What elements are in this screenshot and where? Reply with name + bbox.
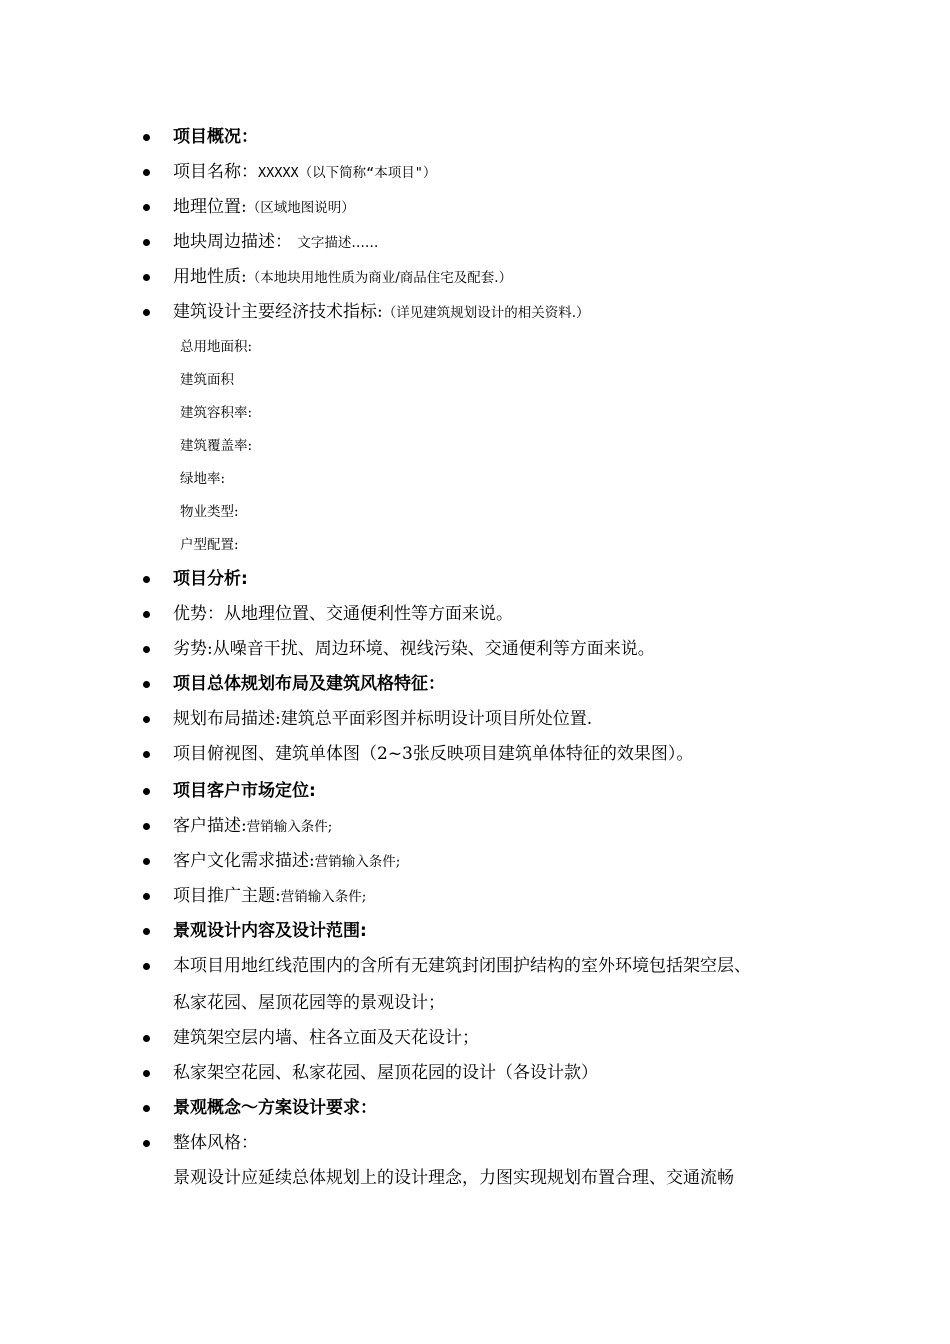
list-item — [0, 600, 950, 634]
list-item-continuation: 私家花园、屋顶花园等的景观设计； — [173, 993, 445, 1013]
list-item-text: 规划布局描述:建筑总平面彩图并标明设计项目所处位置. — [173, 709, 593, 729]
list-item-text: 用地性质:（本地块用地性质为商业/商品住宅及配套.） — [173, 267, 513, 287]
list-item — [0, 1129, 950, 1163]
list-item — [0, 298, 950, 332]
list-item — [0, 565, 950, 599]
list-item-text: 地理位置:（区域地图说明） — [173, 197, 355, 217]
section-heading: 项目概况： — [173, 127, 258, 147]
indicator-item: 绿地率: — [180, 471, 226, 487]
section-heading: 景观设计内容及设计范围: — [173, 921, 367, 941]
list-item — [0, 705, 950, 739]
list-item — [0, 158, 950, 192]
bullet-icon — [143, 1035, 150, 1042]
section-heading: 项目分析: — [173, 569, 248, 589]
bullet-icon — [143, 928, 150, 935]
bullet-icon — [143, 309, 150, 316]
paragraph: 景观设计应延续总体规划上的设计理念，力图实现规划布置合理、交通流畅 — [173, 1168, 734, 1188]
bullet-icon — [143, 646, 150, 653]
section-heading: 景观概念～方案设计要求： — [173, 1098, 377, 1118]
bullet-icon — [143, 1140, 150, 1147]
bullet-icon — [143, 716, 150, 723]
bullet-icon — [143, 1105, 150, 1112]
list-item — [0, 847, 950, 881]
section-heading: 项目客户市场定位: — [173, 781, 316, 801]
bullet-icon — [143, 823, 150, 830]
indicator-item: 建筑面积 — [180, 372, 234, 388]
list-item-text: 项目推广主题:营销输入条件; — [173, 886, 367, 906]
bullet-icon — [143, 169, 150, 176]
list-item-text: 建筑架空层内墙、柱各立面及天花设计； — [173, 1028, 479, 1048]
list-item — [0, 1094, 950, 1128]
list-item-text: 项目俯视图、建筑单体图（2~3张反映项目建筑单体特征的效果图）。 — [173, 744, 694, 764]
list-item — [0, 635, 950, 669]
bullet-icon — [143, 893, 150, 900]
list-item — [0, 123, 950, 157]
indicator-item: 户型配置: — [180, 537, 239, 553]
list-item — [0, 228, 950, 262]
bullet-icon — [143, 681, 150, 688]
list-item — [0, 263, 950, 297]
list-item — [0, 740, 950, 774]
list-item-text: 客户文化需求描述:营销输入条件; — [173, 851, 401, 871]
list-item — [0, 917, 950, 951]
list-item — [0, 812, 950, 846]
list-item-text: 项目名称：XXXXX（以下简称“本项目"） — [173, 162, 437, 182]
list-item — [0, 193, 950, 227]
list-item — [0, 1024, 950, 1058]
list-item-text: 建筑设计主要经济技术指标:（详见建筑规划设计的相关资料.） — [173, 302, 590, 322]
list-item-text: 优势：从地理位置、交通便利性等方面来说。 — [173, 604, 513, 624]
list-item-text: 整体风格： — [173, 1133, 258, 1153]
list-item-text: 本项目用地红线范围内的含所有无建筑封闭围护结构的室外环境包括架空层、 — [173, 956, 751, 976]
list-item — [0, 882, 950, 916]
indicator-item: 建筑容积率: — [180, 405, 253, 421]
bullet-icon — [143, 239, 150, 246]
section-heading: 项目总体规划布局及建筑风格特征： — [173, 674, 445, 694]
list-item-text: 劣势:从噪音干扰、周边环境、视线污染、交通便利等方面来说。 — [173, 639, 655, 659]
list-item — [0, 670, 950, 704]
bullet-icon — [143, 963, 150, 970]
indicator-item: 总用地面积: — [180, 339, 253, 355]
list-item-text: 私家架空花园、私家花园、屋顶花园的设计（各设计款） — [173, 1063, 598, 1083]
list-item-text: 地块周边描述： 文字描述…… — [173, 232, 379, 252]
bullet-icon — [143, 788, 150, 795]
bullet-icon — [143, 858, 150, 865]
bullet-icon — [143, 274, 150, 281]
list-item — [0, 777, 950, 811]
bullet-icon — [143, 751, 150, 758]
list-item-text: 客户描述:营销输入条件; — [173, 816, 333, 836]
bullet-icon — [143, 1070, 150, 1077]
list-item — [0, 1059, 950, 1093]
list-item — [0, 952, 950, 986]
bullet-icon — [143, 204, 150, 211]
bullet-icon — [143, 576, 150, 583]
indicator-item: 物业类型: — [180, 504, 239, 520]
indicator-item: 建筑覆盖率: — [180, 438, 253, 454]
bullet-icon — [143, 611, 150, 618]
bullet-icon — [143, 134, 150, 141]
